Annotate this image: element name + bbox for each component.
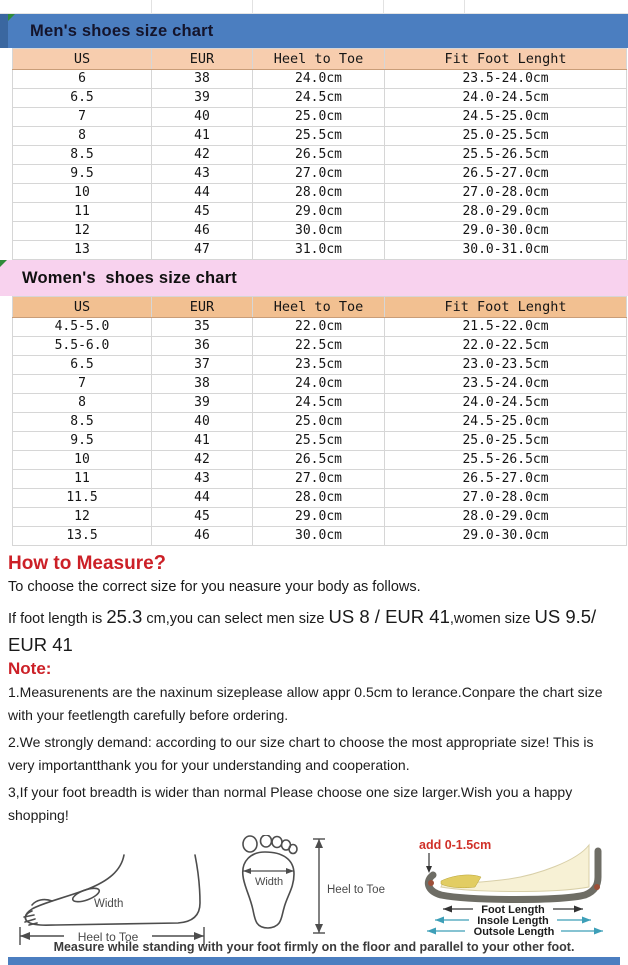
table-cell: 29.0-30.0cm xyxy=(385,222,627,241)
table-row xyxy=(13,470,627,489)
table-cell: 13.5 xyxy=(13,527,152,546)
table-cell: 24.5-25.0cm xyxy=(385,413,627,432)
measure-intro-text: To choose the correct size for you neasure your body as follows. xyxy=(8,579,421,595)
table-row xyxy=(13,451,627,470)
table-row xyxy=(13,375,627,394)
table-cell: 24.0cm xyxy=(253,70,385,89)
table-cell: 25.5-26.5cm xyxy=(385,451,627,470)
men-chart-title: Men's shoes size chart xyxy=(30,21,214,40)
note-item-1: 1.Measurenents are the naxinum sizeplease allow appr 0.5cm to lerance.Conpare the chart size with your feetlength carefully before ordering. xyxy=(8,683,603,724)
table-cell: 24.0-24.5cm xyxy=(385,394,627,413)
table-cell: 42 xyxy=(152,146,253,165)
table-row xyxy=(13,394,627,413)
column-header-us: US xyxy=(13,297,152,318)
example-foot-length-value: 25.3 xyxy=(106,606,143,627)
gridline xyxy=(252,0,253,13)
side-foot-heel-to-toe-label: Heel to Toe xyxy=(77,929,139,944)
table-cell: 46 xyxy=(152,222,253,241)
table-cell: 11.5 xyxy=(13,489,152,508)
table-cell: 26.5-27.0cm xyxy=(385,470,627,489)
heading-text: How to Measure xyxy=(8,553,154,574)
table-row xyxy=(13,165,627,184)
arrowhead-left-icon xyxy=(427,927,436,934)
table-cell: 8.5 xyxy=(13,413,152,432)
table-cell: 7 xyxy=(13,375,152,394)
men-table-body xyxy=(13,70,627,260)
table-row xyxy=(13,508,627,527)
table-row xyxy=(13,108,627,127)
arrowhead-right-icon xyxy=(582,916,591,923)
table-row xyxy=(13,432,627,451)
table-cell: 25.0cm xyxy=(253,108,385,127)
table-row xyxy=(13,146,627,165)
footer-caption: Measure while standing with your foot firmly on the floor and parallel to your other foot. xyxy=(53,939,575,954)
footprint-diagram xyxy=(219,835,414,937)
example-men-size-value: US 8 / EUR 41 xyxy=(328,606,450,627)
arrowhead-right-icon xyxy=(574,905,583,912)
arrowhead-down-icon xyxy=(426,866,432,873)
table-cell: 45 xyxy=(152,203,253,222)
spreadsheet-top-strip xyxy=(0,0,628,14)
table-cell: 27.0cm xyxy=(253,165,385,184)
table-cell: 25.0-25.5cm xyxy=(385,432,627,451)
table-row xyxy=(13,527,627,546)
table-cell: 5.5-6.0 xyxy=(13,337,152,356)
table-cell: 38 xyxy=(152,70,253,89)
table-cell: 27.0cm xyxy=(253,470,385,489)
table-cell: 6 xyxy=(13,70,152,89)
table-cell: 22.5cm xyxy=(253,337,385,356)
table-row xyxy=(13,127,627,146)
table-cell: 31.0cm xyxy=(253,241,385,260)
table-row xyxy=(13,489,627,508)
table-cell: 43 xyxy=(152,470,253,489)
arrowhead-right-icon xyxy=(594,927,603,934)
table-cell: 30.0-31.0cm xyxy=(385,241,627,260)
women-size-table xyxy=(12,296,627,546)
table-cell: 30.0cm xyxy=(253,222,385,241)
heel-dot xyxy=(594,884,600,890)
table-cell: 42 xyxy=(152,451,253,470)
excel-corner-marker-icon xyxy=(8,14,15,21)
men-chart-title-bar xyxy=(0,14,628,48)
foot-length-label: Foot Length xyxy=(481,903,545,916)
table-cell: 40 xyxy=(152,108,253,127)
table-cell: 27.0-28.0cm xyxy=(385,489,627,508)
arrowhead-right-icon xyxy=(194,932,204,940)
foot-outline xyxy=(24,855,200,925)
table-row xyxy=(13,184,627,203)
arrowhead-down-icon xyxy=(315,924,323,933)
column-header-fit-foot-length: Fit Foot Lenght xyxy=(385,49,627,70)
table-cell: 22.0cm xyxy=(253,318,385,337)
table-cell: 37 xyxy=(152,356,253,375)
table-cell: 25.5cm xyxy=(253,432,385,451)
table-cell: 26.5-27.0cm xyxy=(385,165,627,184)
table-cell: 21.5-22.0cm xyxy=(385,318,627,337)
how-to-measure-section xyxy=(0,546,628,828)
side-foot-width-label: Width xyxy=(94,897,124,910)
table-cell: 12 xyxy=(13,508,152,527)
table-cell: 26.5cm xyxy=(253,146,385,165)
table-cell: 45 xyxy=(152,508,253,527)
table-cell: 29.0-30.0cm xyxy=(385,527,627,546)
arrowhead-up-icon xyxy=(315,839,323,848)
women-table-body xyxy=(13,318,627,546)
table-cell: 23.5-24.0cm xyxy=(385,70,627,89)
table-cell: 35 xyxy=(152,318,253,337)
arrowhead-left-icon xyxy=(20,932,30,940)
table-cell: 44 xyxy=(152,489,253,508)
table-row xyxy=(13,241,627,260)
table-cell: 10 xyxy=(13,451,152,470)
footprint-width-label: Width xyxy=(254,875,284,888)
excel-corner-marker-icon xyxy=(0,260,7,267)
table-cell: 6.5 xyxy=(13,356,152,375)
column-header-heel-to-toe: Heel to Toe xyxy=(253,297,385,318)
table-cell: 24.0cm xyxy=(253,375,385,394)
shoe-length-diagram xyxy=(417,837,622,937)
table-cell: 26.5cm xyxy=(253,451,385,470)
column-header-eur: EUR xyxy=(152,49,253,70)
table-cell: 29.0cm xyxy=(253,508,385,527)
table-cell: 41 xyxy=(152,127,253,146)
example-text: cm,you can select men size xyxy=(142,611,329,627)
women-table-header-row xyxy=(13,297,627,318)
arrowhead-left-icon xyxy=(435,916,444,923)
table-cell: 13 xyxy=(13,241,152,260)
table-cell: 39 xyxy=(152,89,253,108)
table-cell: 9.5 xyxy=(13,432,152,451)
example-text: If foot length is xyxy=(8,611,107,627)
table-cell: 11 xyxy=(13,470,152,489)
table-cell: 8.5 xyxy=(13,146,152,165)
men-size-table xyxy=(12,48,627,260)
table-cell: 23.5cm xyxy=(253,356,385,375)
table-cell: 25.0-25.5cm xyxy=(385,127,627,146)
footprint-heel-to-toe-label: Heel to Toe xyxy=(327,883,385,896)
note-item-3: 3,If your foot breadth is wider than normal Please choose one size larger.Wish you a happy shopping! xyxy=(8,783,573,824)
table-cell: 24.0-24.5cm xyxy=(385,89,627,108)
heading-question-mark: ? xyxy=(153,552,166,574)
table-cell: 43 xyxy=(152,165,253,184)
table-cell: 7 xyxy=(13,108,152,127)
column-header-us: US xyxy=(13,49,152,70)
table-cell: 8 xyxy=(13,127,152,146)
insole-length-label: Insole Length xyxy=(477,914,549,927)
bottom-bar xyxy=(8,957,620,965)
table-row xyxy=(13,203,627,222)
table-row xyxy=(13,413,627,432)
side-foot-diagram xyxy=(6,853,216,949)
table-cell: 28.0cm xyxy=(253,489,385,508)
table-cell: 44 xyxy=(152,184,253,203)
table-cell: 38 xyxy=(152,375,253,394)
table-cell: 4.5-5.0 xyxy=(13,318,152,337)
table-cell: 24.5cm xyxy=(253,394,385,413)
table-cell: 24.5cm xyxy=(253,89,385,108)
women-chart-title: Women's shoes size chart xyxy=(22,268,237,287)
table-row xyxy=(13,70,627,89)
table-cell: 30.0cm xyxy=(253,527,385,546)
gridline xyxy=(464,0,465,13)
table-cell: 8 xyxy=(13,394,152,413)
column-header-fit-foot-length: Fit Foot Lenght xyxy=(385,297,627,318)
table-row xyxy=(13,222,627,241)
table-cell: 39 xyxy=(152,394,253,413)
table-cell: 9.5 xyxy=(13,165,152,184)
table-cell: 23.5-24.0cm xyxy=(385,375,627,394)
add-allowance-label: add 0-1.5cm xyxy=(419,837,492,852)
table-cell: 6.5 xyxy=(13,89,152,108)
table-cell: 47 xyxy=(152,241,253,260)
table-cell: 22.0-22.5cm xyxy=(385,337,627,356)
table-cell: 25.5cm xyxy=(253,127,385,146)
table-row xyxy=(13,89,627,108)
women-chart-title-bar xyxy=(0,260,628,296)
table-cell: 11 xyxy=(13,203,152,222)
table-cell: 28.0-29.0cm xyxy=(385,203,627,222)
men-table-header-row xyxy=(13,49,627,70)
measuring-diagrams xyxy=(0,831,628,944)
outsole-length-label: Outsole Length xyxy=(473,925,555,937)
table-row xyxy=(13,356,627,375)
table-cell: 10 xyxy=(13,184,152,203)
toe-gap-dot xyxy=(428,880,434,886)
gridline xyxy=(151,0,152,13)
example-women-size-value: US 9.5/ EUR 41 xyxy=(8,606,597,655)
column-header-eur: EUR xyxy=(152,297,253,318)
table-cell: 40 xyxy=(152,413,253,432)
table-cell: 12 xyxy=(13,222,152,241)
size-example-line xyxy=(8,603,620,659)
table-cell: 46 xyxy=(152,527,253,546)
table-cell: 28.0-29.0cm xyxy=(385,508,627,527)
note-label: Note: xyxy=(8,658,52,678)
gridline xyxy=(383,0,384,13)
example-text: ,women size xyxy=(449,611,535,627)
table-row xyxy=(13,337,627,356)
table-row xyxy=(13,318,627,337)
table-cell: 25.0cm xyxy=(253,413,385,432)
table-cell: 36 xyxy=(152,337,253,356)
arrowhead-left-icon xyxy=(243,868,251,874)
table-cell: 24.5-25.0cm xyxy=(385,108,627,127)
table-cell: 25.5-26.5cm xyxy=(385,146,627,165)
table-cell: 23.0-23.5cm xyxy=(385,356,627,375)
table-cell: 29.0cm xyxy=(253,203,385,222)
table-cell: 28.0cm xyxy=(253,184,385,203)
footprint-heel-to-toe-arrow xyxy=(313,839,325,933)
note-item-2: 2.We strongly demand: according to our size chart to choose the most appropriate size! This is very importantthank you for your understanding and cooperation. xyxy=(8,733,594,774)
insole-toe-wedge xyxy=(441,875,481,888)
table-cell: 41 xyxy=(152,432,253,451)
how-to-measure-heading xyxy=(8,552,620,575)
arrowhead-left-icon xyxy=(443,905,452,912)
table-cell: 27.0-28.0cm xyxy=(385,184,627,203)
column-header-heel-to-toe: Heel to Toe xyxy=(253,49,385,70)
